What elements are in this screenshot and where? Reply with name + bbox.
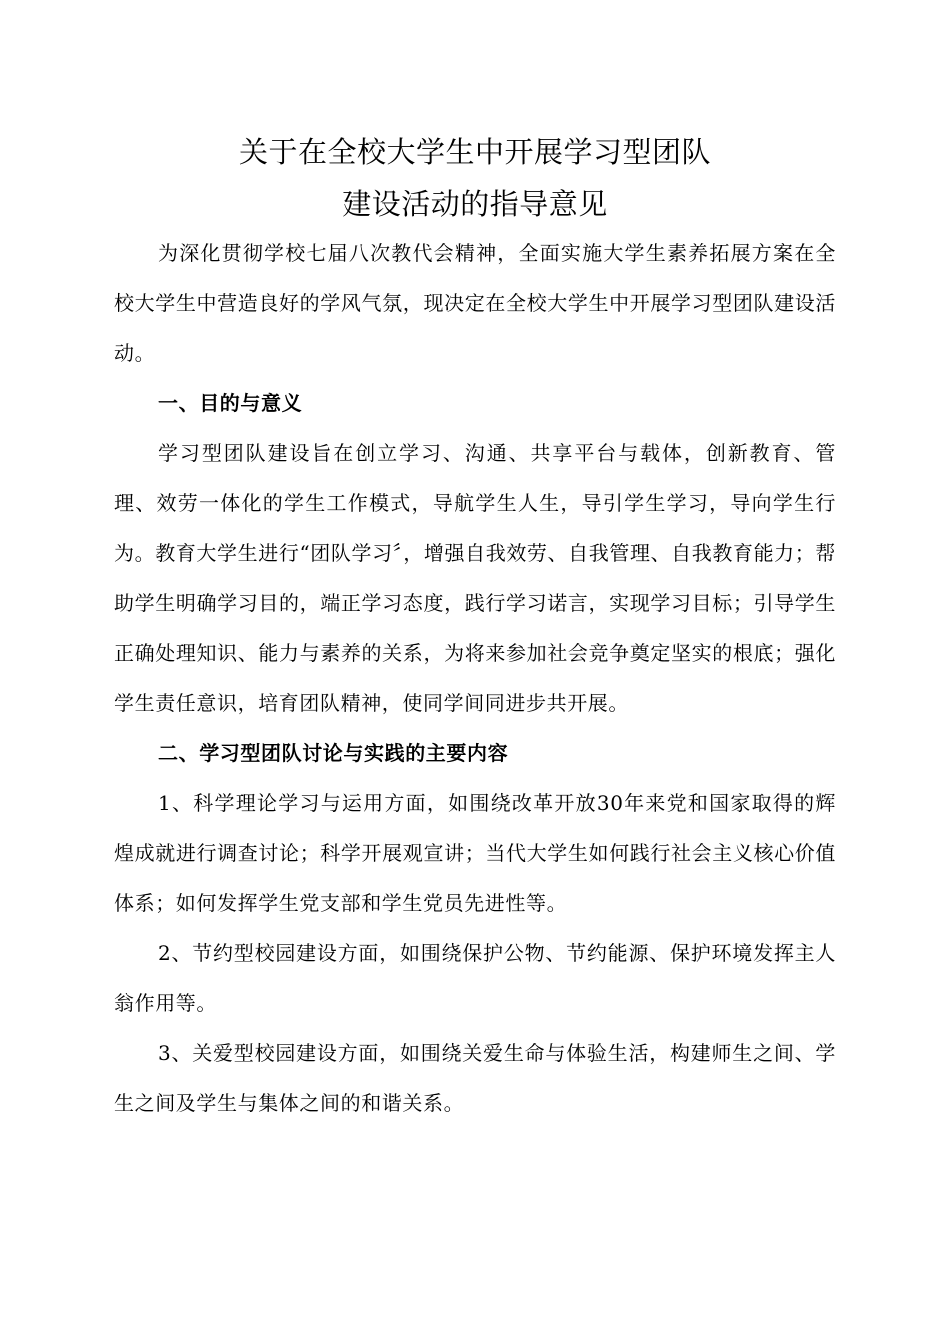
document-title-line-2: 建设活动的指导意见 bbox=[342, 187, 608, 221]
paragraph-item-2: 2、节约型校园建设方面，如围绕保护公物、节约能源、保护环境发挥主人翁作用等。 bbox=[114, 941, 836, 1015]
document-body bbox=[114, 228, 836, 1128]
paragraph-item-1: 1、科学理论学习与运用方面，如围绕改革开放30年来党和国家取得的辉煌成就进行调查讨论；科学开展观宣讲；当代大学生如何践行社会主义核心价值体系；如何发挥学生党支部和学生党员先进性等。 bbox=[114, 791, 836, 915]
intro-paragraph: 为深化贯彻学校七届八次教代会精神，全面实施大学生素养拓展方案在全校大学生中营造良好的学风气氛，现决定在全校大学生中开展学习型团队建设活动。 bbox=[114, 241, 836, 365]
document-title-line-1: 关于在全校大学生中开展学习型团队 bbox=[238, 135, 711, 169]
paragraph-purpose: 学习型团队建设旨在创立学习、沟通、共享平台与载体，创新教育、管理、效劳一体化的学生工作模式，导航学生人生，导引学生学习，导向学生行为。教育大学生进行“团队学习〞，增强自我效劳、自我管理、自我教育能力；帮助学生明确学习目的，端正学习态度，践行学习诺言，实现学习目标；引导学生正确处理知识、能力与素养的关系，为将来参加社会竞争奠定坚实的根底；强化学生责任意识，培育团队精神，使同学间同进步共开展。 bbox=[114, 441, 836, 715]
paragraph-item-3: 3、关爱型校园建设方面，如围绕关爱生命与体验生活，构建师生之间、学生之间及学生与集体之间的和谐关系。 bbox=[114, 1041, 836, 1115]
section-heading-content: 二、学习型团队讨论与实践的主要内容 bbox=[158, 741, 509, 765]
section-heading-purpose: 一、目的与意义 bbox=[158, 391, 303, 415]
